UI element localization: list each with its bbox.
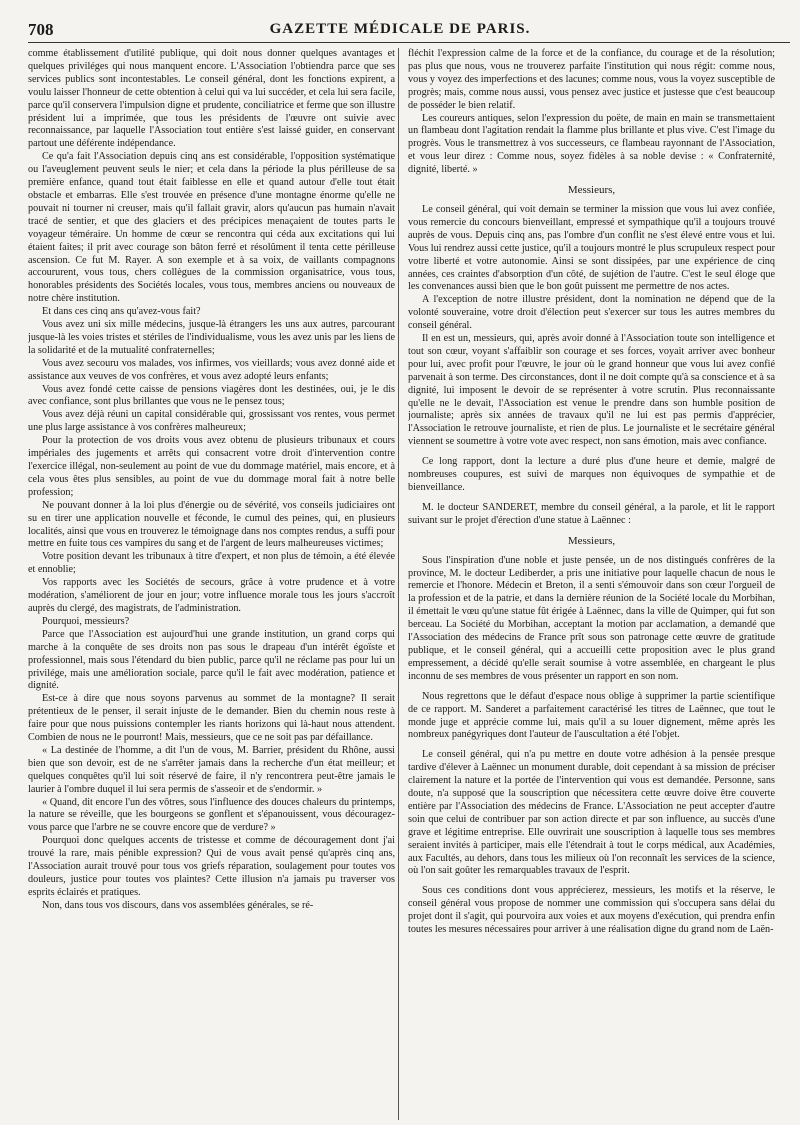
paragraph: Pourquoi, messieurs? [42, 615, 130, 627]
paragraph: Ce qu'a fait l'Association depuis cinq ans est considérable, l'opposition systématique ou l'aveuglement peuvent seuls le nier; et cela dans la période la plus périlleuse de sa première enfance, quand tout était faiblesse en elle et quand autour d'elle tout était obstacle et embarras. Elle s'est trouvée en présence d'une montagne énorme qu'elle ne pouvait ni tourner ni creuser, mais qu'il fallait gravir, alors qu'aucun pas humain n'avait tracé de sentier, et que des glaciers et des précipices menaçaient de toutes parts le voyageur téméraire. Un homme de cœur se rencontra qui céda aux excitations qui lui étaient faites; il prit avec courage son bâton ferré et résolûment il tenta cette périlleuse ascension. Ce fut M. Rayer. A son exemple et à sa voix, de vaillants compagnons accoururent, vous tous, chers collègues de la commission organisatrice, vous tous, honorables présidents des Sociétés locales, vous tous, membres anciens ou nouveaux de notre chère institution. [28, 151, 395, 305]
left-column [28, 48, 395, 1118]
column-divider [398, 48, 399, 1120]
paragraph: Ce long rapport, dont la lecture a duré plus d'une heure et demie, malgré de nombreuses coupures, est suivi de marques non équivoques de sympathie et de bienveillance. [408, 456, 775, 493]
quotation: « Quand, dit encore l'un des vôtres, sous l'influence des douces chaleurs du printemps, la nature se réveille, que les bourgeons se gonflent et s'épanouissent, vous découragez-vous parce que l'arbre ne se couvre encore que de verdure? » [28, 796, 395, 834]
salutation: Messieurs, [567, 534, 616, 547]
paragraph: Pourquoi donc quelques accents de tristesse et comme de découragement dont j'ai trouvé la rare, mais pénible expression? Qui de vous avait pensé qu'après cinq ans, l'Association aurait trouvé pour tous vos griefs réparation, soulagement pour toutes vos douleurs, justice pour toutes vos plaintes? Cette illusion n'a jamais pu traverser vos esprits éclairés et pratiques. [28, 835, 395, 898]
paragraph: Pour la protection de vos droits vous avez obtenu de plusieurs tribunaux et cours impériales des jugements et arrêts qui consacrent votre droit d'intervention contre l'exercice illégal, non-seulement au point de vue du dommage matériel, mais encore, et à cela vous êtes plus sensibles, au point de vue du dommage moral fait à notre belle profession; [28, 435, 395, 498]
paragraph: Vous avez déjà réuni un capital considérable qui, grossissant vos rentes, vous permet une plus large assistance à vos confrères malheureux; [28, 409, 395, 434]
paragraph: A l'exception de notre illustre président, dont la nomination ne dépend que de la volonté souveraine, votre droit d'élection peut s'exercer sur tous les autres membres du conseil général. [408, 294, 775, 332]
paragraph: Sous ces conditions dont vous apprécierez, messieurs, les motifs et la réserve, le conseil général vous propose de nommer une commission qui s'occupera sans délai du projet dont il s'agit, qui pourvoira aux voies et aux moyens d'exécution, qui prendra enfin toutes les mesures nécessaires pour arriver à une réalisation digne du grand nom de Laën- [408, 885, 775, 936]
paragraph: Vos rapports avec les Sociétés de secours, grâce à votre prudence et à votre modération, s'améliorent de jour en jour; votre influence morale tous les jours s'accroît auprès du clergé, des magistrats, de l'administration. [28, 577, 395, 614]
paragraph: Parce que l'Association est aujourd'hui une grande institution, un grand corps qui marche à la conquête de ses droits non pas sous le drapeau d'un intérêt égoïste et professionnel, mais sous l'étendard du bien public, parce qu'il ne réclame pas pour lui un privilége, mais une amélioration sociale, parce qu'il le fait avec modération, patience et dignité. [28, 628, 395, 692]
speaker-name: M. le docteur SANDERET, [422, 501, 538, 513]
page-number: 708 [28, 20, 54, 39]
journal-title: GAZETTE MÉDICALE DE PARIS. [269, 21, 531, 37]
paragraph: Votre position devant les tribunaux à titre d'expert, et non plus de témoin, a été élevée et ennoblie; [28, 551, 395, 576]
header-rule [28, 42, 790, 43]
paragraph: Le conseil général, qui n'a pu mettre en doute votre adhésion à la pensée presque tardive d'élever à Laënnec un monument durable, doit cependant à sa mission de préciser clairement la nature et la portée de l'intervention qui vous est demandée. Personne, sans doute, n'a supposé que la souscription que nécessitera cette œuvre doive être couverte entière par l'Association des médecins de France. L'Association ne peut accepter d'autre soin que celui de contribuer par son action directe et par son influence, au succès d'une grave et légitime entreprise. Elle ouvrirait une souscription à laquelle tous ses membres seraient invités à participer, mais elle l'étendrait à tout le corps médical, aux Académies, aux Facultés, au dehors, dans tous les milieux où l'on reconnaît les services de la science, où l'on sait goûter les remarquables travaux de l'esprit. [408, 749, 775, 877]
paragraph: Vous avez secouru vos malades, vos infirmes, vos vieillards; vous avez donné aide et assistance aux veuves de vos confrères, et vous avez adopté leurs enfants; [28, 357, 395, 382]
paragraph: Vous avez fondé cette caisse de pensions viagères dont les destinées, oui, je le dis avec confiance, sont plus brillantes que vous ne le pensez tous; [28, 383, 395, 408]
paragraph: Il en est un, messieurs, qui, après avoir donné à l'Association toute son intelligence et tout son cœur, voyant s'affaiblir son courage et ses forces, voyait arriver avec bonheur pour lui, avec profit pour l'œuvre, le jour où le grand honneur que vous lui avez confié parvenait à son terme. Des circonstances, dont il ne doit compte qu'à sa conscience et à sa dignité, lui imposent le devoir de se représenter à votre scrutin. Plus reconnaissante qu'elle ne le devait, l'Association est venue le prendre dans son humble position de journaliste; après six années de travaux qu'il ne lui est pas permis d'apprécier, l'Association le retrouve journaliste, et rien de plus. Le journaliste et le secrétaire général viennent se soumettre à votre vote avec respect, non sans émotion, mais avec confiance. [408, 333, 775, 448]
paragraph: comme établissement d'utilité publique, qui doit nous donner quelques avantages et quelques priviléges qui nous manquent encore. L'Association l'obtiendra parce que ses services publics sont incontestables. Le conseil général, dont les fonctions expirent, a voulu laisser l'honneur de cette obtention à celui qui va lui succéder, et cela lui sera facile, parce qu'il conservera l'impulsion digne et prudente, conciliatrice et ferme que son illustre président lui a imprimée, que tous les présidents de l'œuvre ont suivie avec reconnaissance, par laquelle l'Association tout entière s'est laissé guider, en conservant partout une déférente indépendance. [28, 48, 395, 150]
paragraph: fléchit l'expression calme de la force et de la confiance, du courage et de la résolution; pas plus que nous, vous ne trouverez parfaite l'institution qui nous régit: comme nous, vous y voyez des imperfections et des lacunes; comme nous, vous la voyez susceptible de progrès; mais, comme nous aussi, vous pensez avec justice et justesse que c'est beaucoup de posséder le bien relatif. [408, 48, 775, 111]
paragraph: Sous l'inspiration d'une noble et juste pensée, un de nos distingués confrères de la province, M. le docteur Lediberder, a pris une initiative pour laquelle chacun de nous le remercie et l'honore. Médecin et Breton, il a senti s'émouvoir dans son cœur l'orgueil de la profession et de la patrie, et dans la dernière réunion de la Société locale du Morbihan, il émettait le vœu qu'une statue fût érigée à Laënnec, dans la ville de Quimper, qui fut son berceau. La Société du Morbihan, acceptant la motion par acclamation, a demandé que l'Association des médecins de France prît sous son patronage cette œuvre de gratitude publique, et le conseil général, qui a accueilli cette proposition avec le plus grand empressement, a décidé qu'elle serait soumise à votre assemblée, en chargeant le plus inconnu de ses membres de vous présenter un rapport en son nom. [408, 554, 775, 682]
paragraph: Non, dans tous vos discours, dans vos assemblées générales, se ré- [42, 899, 314, 911]
paragraph: Est-ce à dire que nous soyons parvenus au sommet de la montagne? Il serait prétentieux de le penser, il serait injuste de le demander. Bien du chemin nous reste à faire pour que nous puissions contempler les riants horizons qui là-haut nous attendent. Combien de nous ne le pourront! Mais, messieurs, que ce ne soit pas par défaillance. [28, 693, 395, 744]
speaker-intro: membre du conseil général, a la parole, et lit le rapport suivant sur le projet d'érection d'une statue à Laënnec : [408, 501, 775, 526]
paragraph: Vous avez uni six mille médecins, jusque-là étrangers les uns aux autres, parcourant jusque-là les voies tristes et stériles de l'individualisme, vous les avez unis par les liens de la solidarité et de la mutualité confraternelles; [28, 319, 395, 356]
paragraph: Et dans ces cinq ans qu'avez-vous fait? [42, 306, 201, 318]
paragraph: Les coureurs antiques, selon l'expression du poëte, de main en main se transmettaient un flambeau dont l'agitation rendait la flamme plus brillante et plus vive. C'est l'image du progrès. Vous le transmettrez à vos successeurs, ce flambeau rayonnant de l'Association, et vous leur direz : Comme nous, soyez fidèles à sa noble devise : « Confraternité, dignité, liberté. » [408, 112, 775, 176]
salutation: Messieurs, [567, 184, 616, 197]
paragraph: Le conseil général, qui voit demain se terminer la mission que vous lui avez confiée, vous remercie du concours bienveillant, empressé et sympathique qu'il a toujours trouvé auprès de vous. Depuis cinq ans, pas l'ombre d'un conflit ne s'est élevé entre vous et lui. Vous lui rendrez aussi cette justice, qu'il a toujours montré le plus scrupuleux respect pour votre liberté et votre autonomie. Ainsi se sont dissipées, par une expérience de cinq années, ces craintes d'absorption d'un côté, de sujétion de l'autre. C'est le seul éloge que les convenances aussi bien que le bon goût puissent me permettre de nos actes. [408, 203, 775, 293]
page-header [0, 18, 800, 40]
right-column [408, 48, 775, 1118]
paragraph [408, 502, 775, 528]
quotation: « La destinée de l'homme, a dit l'un de vous, M. Barrier, président du Rhône, aussi bien que son devoir, est de ne s'arrêter jamais dans la recherche d'un état meilleur; et quelques conquêtes qu'il lui soit réservé de faire, il n'y rencontrera peut-être jamais le laurier à l'ombre duquel il lui sera permis de s'asseoir et de s'endormir. » [28, 744, 395, 795]
paragraph: Nous regrettons que le défaut d'espace nous oblige à supprimer la partie scientifique de ce rapport. M. Sanderet a parfaitement caractérisé les titres de Laënnec, que tout le monde juge et apprécie comme lui, mais qu'il a su louer dignement, même après les nombreux panégyriques dont l'auteur de l'auscultation a été l'objet. [408, 690, 775, 741]
paragraph: Ne pouvant donner à la loi plus d'énergie ou de sévérité, vos conseils judiciaires ont su en tirer une application nouvelle et féconde, le cumul des peines, qui, en plusieurs localités, ainsi que vous en trouverez le témoignage dans nos comptes rendus, a suffi pour mettre en fuite tous ces vampires du sang et de l'argent de leurs malheureuses victimes; [28, 499, 395, 550]
